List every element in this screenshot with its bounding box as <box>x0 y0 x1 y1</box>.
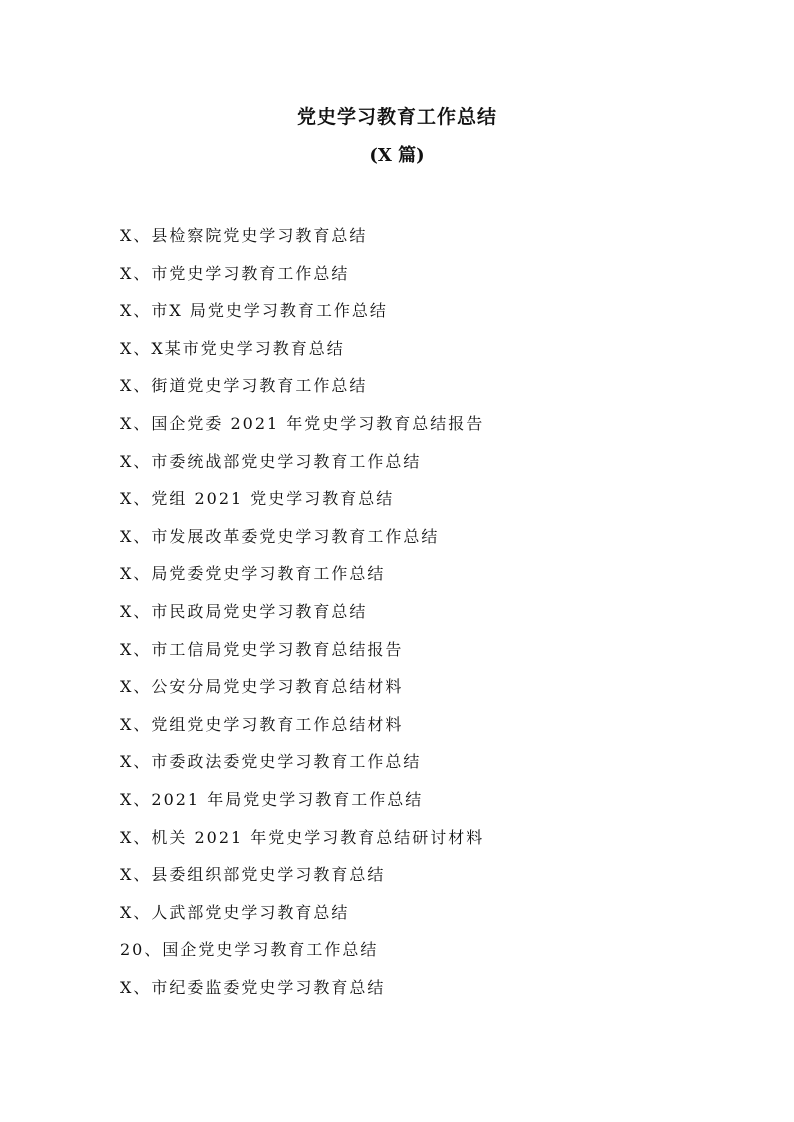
list-item: X、市委统战部党史学习教育工作总结 <box>120 451 422 471</box>
list-item: X、公安分局党史学习教育总结材料 <box>120 677 404 697</box>
list-item: X、局党委党史学习教育工作总结 <box>120 564 386 584</box>
list-item: X、市工信局党史学习教育总结报告 <box>120 639 404 659</box>
table-of-contents <box>120 221 740 1010</box>
list-item: X、街道党史学习教育工作总结 <box>120 376 368 396</box>
list-item: X、县委组织部党史学习教育总结 <box>120 865 386 885</box>
list-item: X、市民政局党史学习教育总结 <box>120 601 368 621</box>
list-item: X、国企党委 2021 年党史学习教育总结报告 <box>120 413 485 433</box>
list-item: X、2021 年局党史学习教育工作总结 <box>120 789 424 809</box>
document-subtitle: (X 篇) <box>369 145 425 166</box>
list-item: X、机关 2021 年党史学习教育总结研讨材料 <box>120 827 485 847</box>
list-item: 20、国企党史学习教育工作总结 <box>120 940 379 960</box>
list-item: X、市发展改革委党史学习教育工作总结 <box>120 526 440 546</box>
list-item: X、市党史学习教育工作总结 <box>120 263 350 283</box>
list-item: X、市X 局党史学习教育工作总结 <box>120 301 388 321</box>
list-item: X、人武部党史学习教育总结 <box>120 902 350 922</box>
list-item: X、党组党史学习教育工作总结材料 <box>120 714 404 734</box>
list-item: X、党组 2021 党史学习教育总结 <box>120 489 395 509</box>
list-item: X、X某市党史学习教育总结 <box>120 338 345 358</box>
list-item: X、市纪委监委党史学习教育总结 <box>120 977 386 997</box>
document-title: 党史学习教育工作总结 <box>296 106 497 128</box>
list-item: X、县检察院党史学习教育总结 <box>120 226 368 245</box>
list-item: X、市委政法委党史学习教育工作总结 <box>120 752 422 772</box>
